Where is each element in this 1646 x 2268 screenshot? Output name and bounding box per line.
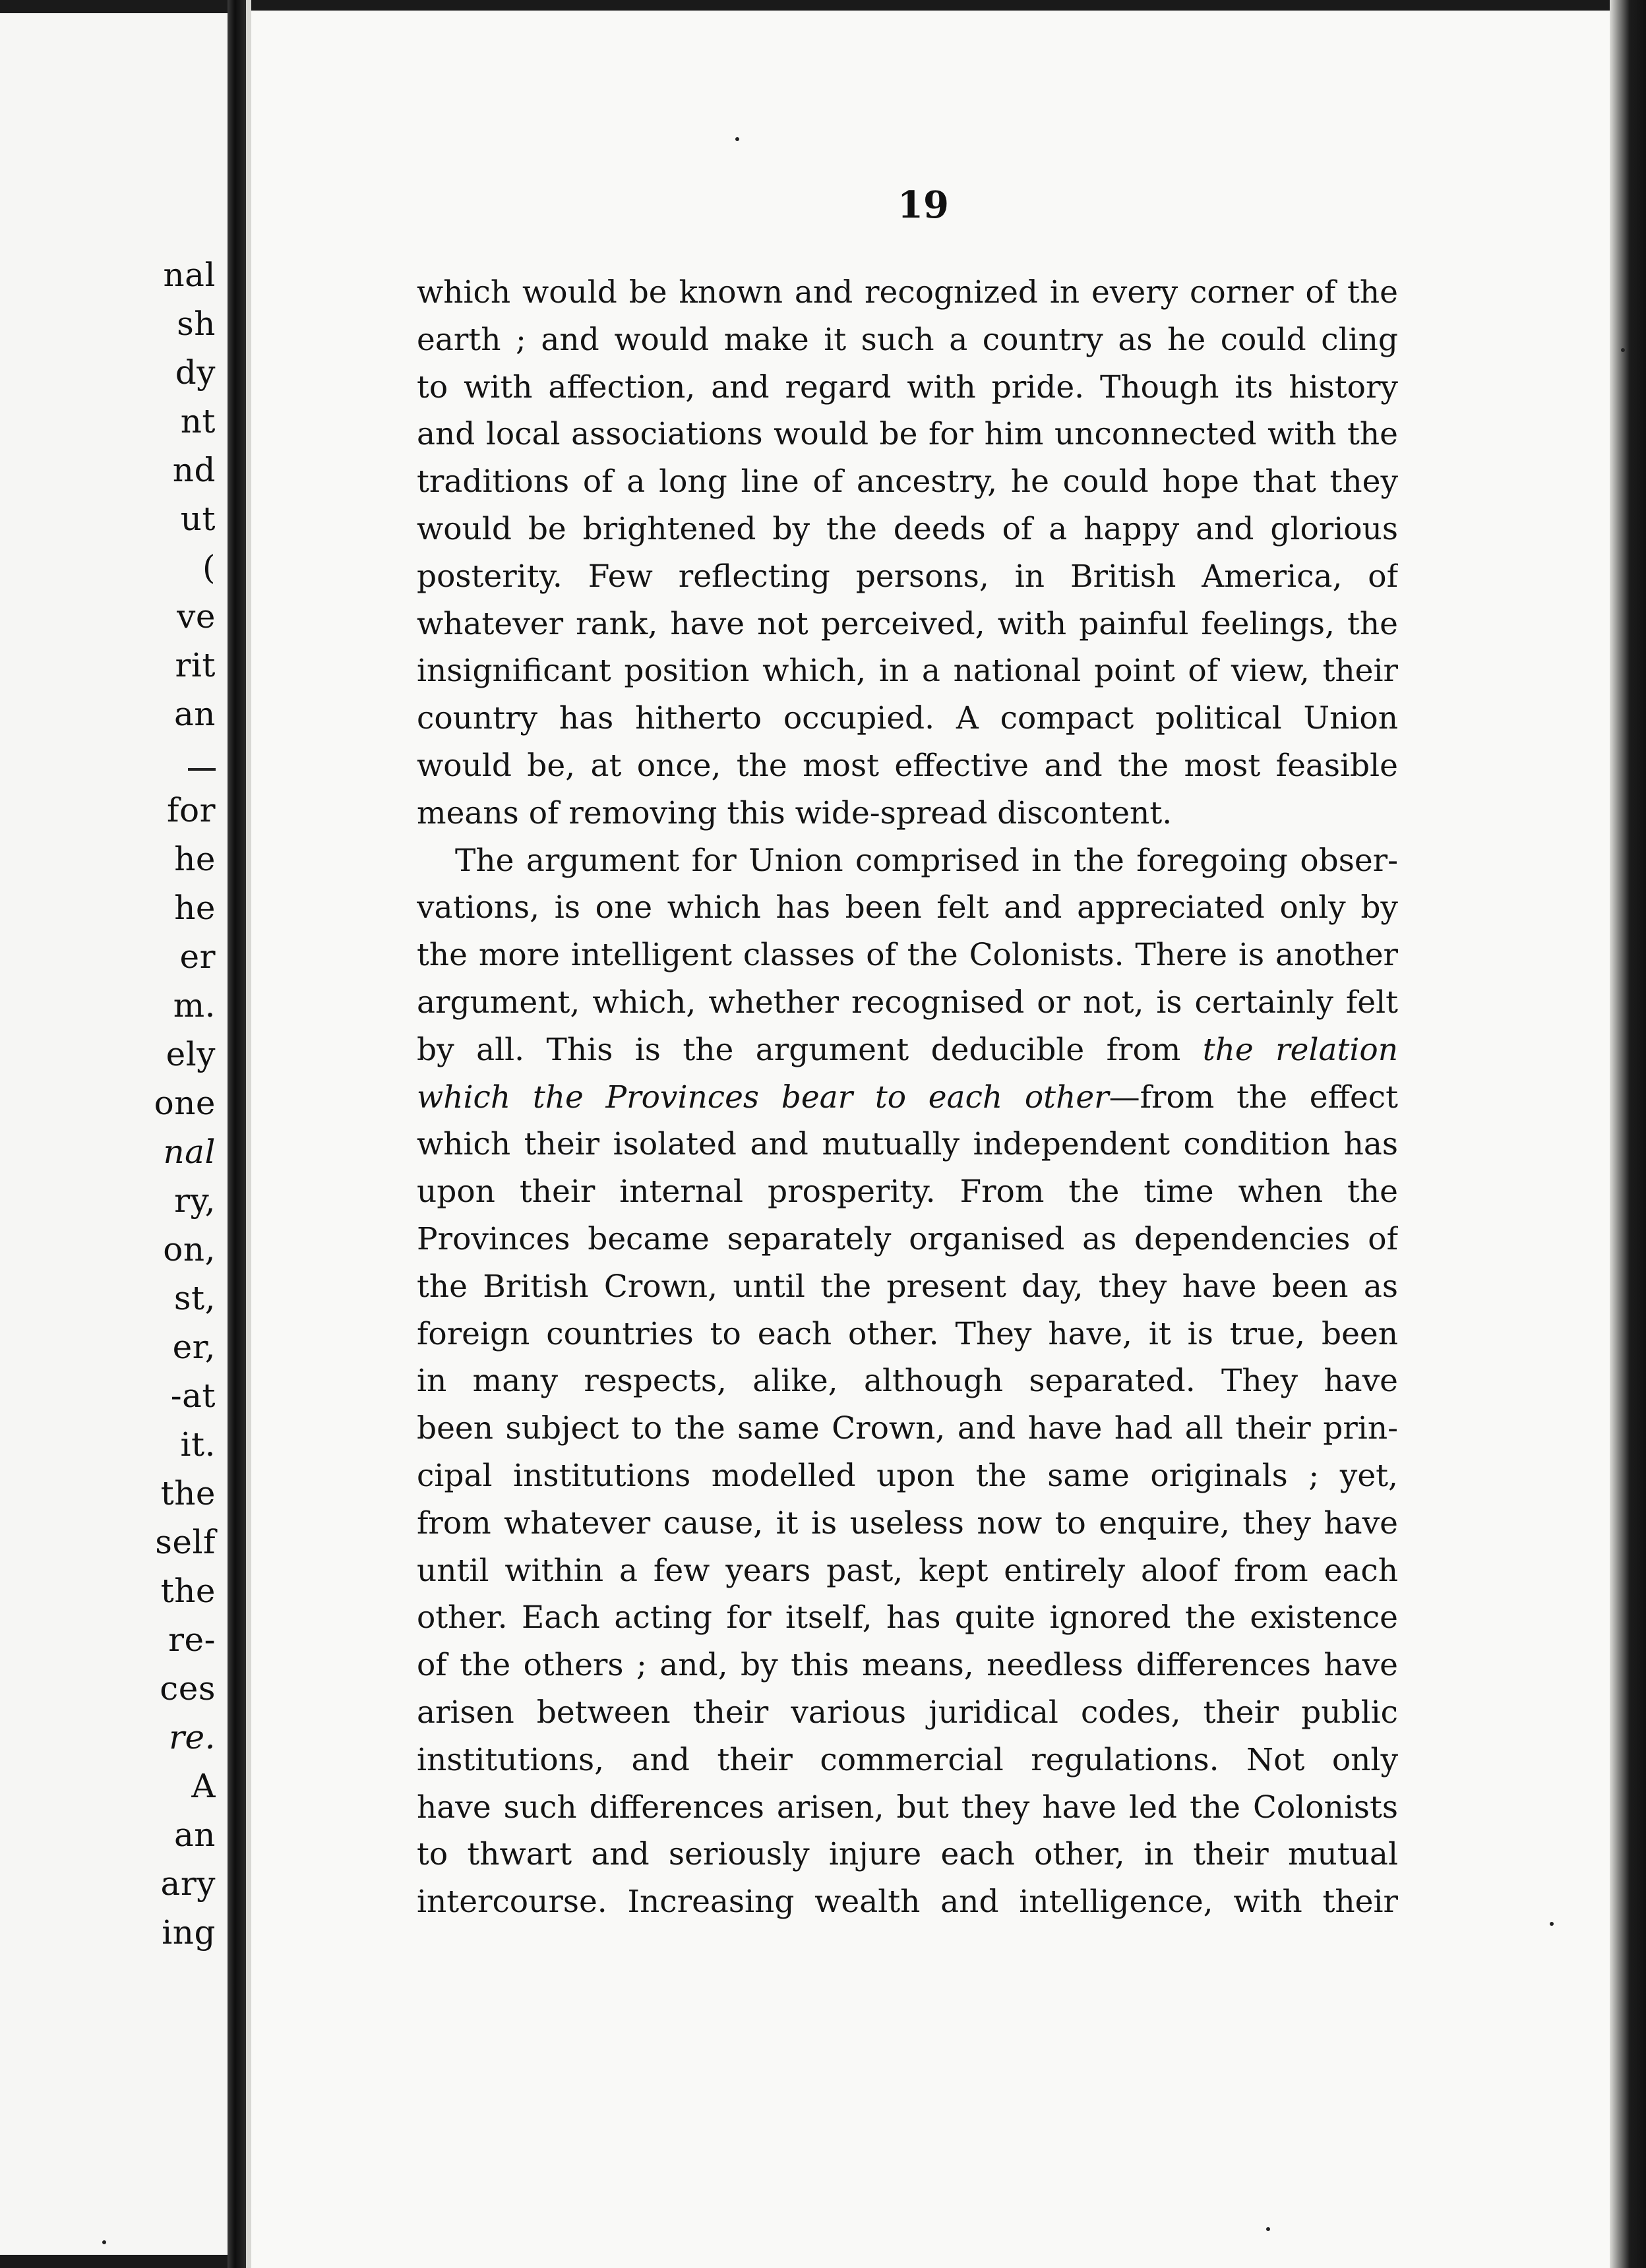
text-line: earth ; and would make it such a country as he could cling <box>417 321 1398 358</box>
text-line: would be, at once, the most effective and the most feasible <box>417 747 1398 784</box>
text-line: other. Each acting for itself, has quite ignored the existence <box>417 1599 1398 1636</box>
text-line: would be brightened by the deeds of a happy and glorious <box>417 510 1398 547</box>
left-fragment: self <box>155 1523 216 1561</box>
scan-speck <box>1550 1922 1554 1926</box>
left-fragment: nal <box>163 256 216 294</box>
left-fragment: the <box>160 1572 216 1610</box>
text-line: which their isolated and mutually independent condition has <box>417 1126 1398 1163</box>
left-fragment: er, <box>172 1328 216 1366</box>
text-line: and local associations would be for him unconnected with the <box>417 416 1398 453</box>
text-line: argument, which, whether recognised or not, is certainly felt <box>417 984 1398 1021</box>
left-fragment: dy <box>175 353 216 392</box>
text-line: Provinces became separately organised as dependencies of <box>417 1220 1398 1257</box>
left-fragment: rit <box>175 646 216 684</box>
left-fragment: A <box>191 1767 216 1805</box>
left-fragment: re. <box>169 1718 216 1756</box>
left-fragment: er <box>179 938 216 976</box>
text-line-with-italic <box>417 1074 1398 1121</box>
left-fragment: nt <box>180 402 216 440</box>
left-fragment: for <box>166 791 216 829</box>
scan-speck <box>735 137 739 141</box>
left-fragment: he <box>174 889 216 927</box>
left-fragment: ces <box>160 1669 216 1708</box>
left-fragment: sh <box>177 305 216 343</box>
text-line: to with affection, and regard with pride. Though its history <box>417 369 1398 405</box>
left-fragment: ( <box>202 549 216 587</box>
scan-speck <box>1266 2227 1270 2231</box>
left-fragment: nd <box>172 451 216 489</box>
left-fragment: -at <box>170 1377 216 1415</box>
text-line: to thwart and seriously injure each other, in their mutual <box>417 1836 1398 1873</box>
text-line: country has hitherto occupied. A compact political Union <box>417 700 1398 737</box>
text-line: been subject to the same Crown, and have had all their prin- <box>417 1410 1398 1447</box>
left-fragment: st, <box>173 1279 216 1317</box>
text-line: from whatever cause, it is useless now to enquire, they have <box>417 1505 1398 1541</box>
text-line: upon their internal prosperity. From the time when the <box>417 1174 1398 1210</box>
text-line: have such differences arisen, but they have led the Colonists <box>417 1789 1398 1826</box>
left-fragment: on, <box>163 1230 216 1268</box>
left-fragment: ut <box>180 500 216 538</box>
text-line: of the others ; and, by this means, needless differences have <box>417 1647 1398 1684</box>
text-line: intercourse. Increasing wealth and intelligence, with their <box>417 1884 1398 1921</box>
left-fragment: an <box>173 1816 216 1854</box>
paragraph-start-line: The argument for Union comprised in the foregoing obser- <box>455 842 1398 879</box>
left-fragment: an <box>173 695 216 733</box>
text-line: vations, is one which has been felt and appreciated only by <box>417 889 1398 926</box>
left-fragment: ing <box>162 1913 216 1952</box>
left-fragment: ely <box>166 1035 216 1073</box>
text-line-with-italic <box>417 1027 1398 1074</box>
gutter-edge <box>246 0 251 2268</box>
right-page-edge <box>1610 0 1646 2268</box>
text-run: by all. This is the argument deducible from <box>417 1031 1203 1068</box>
left-fragment: ary <box>160 1865 216 1903</box>
left-fragment: nal <box>163 1133 216 1171</box>
paragraph-end-line: means of removing this wide-spread discontent. <box>417 794 1173 831</box>
text-line: which would be known and recognized in every corner of the <box>417 274 1398 311</box>
text-line: traditions of a long line of ancestry, he could hope that they <box>417 463 1398 500</box>
text-line: the more intelligent classes of the Colonists. There is another <box>417 937 1398 974</box>
text-line: until within a few years past, kept entirely aloof from each <box>417 1552 1398 1589</box>
text-line: posterity. Few reflecting persons, in British America, of <box>417 558 1398 595</box>
text-line: cipal institutions modelled upon the same originals ; yet, <box>417 1457 1398 1494</box>
italic-phrase: the relation <box>1202 1031 1398 1068</box>
book-gutter-shadow <box>228 0 246 2268</box>
left-fragment: re- <box>168 1621 216 1659</box>
left-page-rule <box>188 768 216 771</box>
scan-speck <box>102 2240 106 2244</box>
left-fragment: it. <box>180 1425 216 1464</box>
italic-phrase: which the Provinces bear to each other <box>417 1079 1109 1116</box>
text-run: —from the effect <box>1109 1079 1398 1116</box>
left-fragment: he <box>174 840 216 878</box>
page-number: 19 <box>898 183 949 227</box>
text-line: the British Crown, until the present day, they have been as <box>417 1268 1398 1305</box>
text-line: whatever rank, have not perceived, with painful feelings, the <box>417 605 1398 642</box>
text-line: institutions, and their commercial regulations. Not only <box>417 1741 1398 1778</box>
left-fragment: one <box>154 1084 216 1122</box>
left-fragment: ve <box>177 597 216 636</box>
page-body-text <box>417 269 1398 1926</box>
left-fragment: ry, <box>174 1181 216 1220</box>
text-line: in many respects, alike, although separated. They have <box>417 1363 1398 1400</box>
scan-speck <box>1621 348 1625 352</box>
left-fragment: the <box>160 1474 216 1512</box>
text-line: arisen between their various juridical codes, their public <box>417 1694 1398 1731</box>
text-line: foreign countries to each other. They have, it is true, been <box>417 1315 1398 1352</box>
left-fragment: m. <box>173 986 216 1025</box>
left-facing-page <box>0 13 228 2255</box>
text-line: insignificant position which, in a national point of view, their <box>417 653 1398 690</box>
